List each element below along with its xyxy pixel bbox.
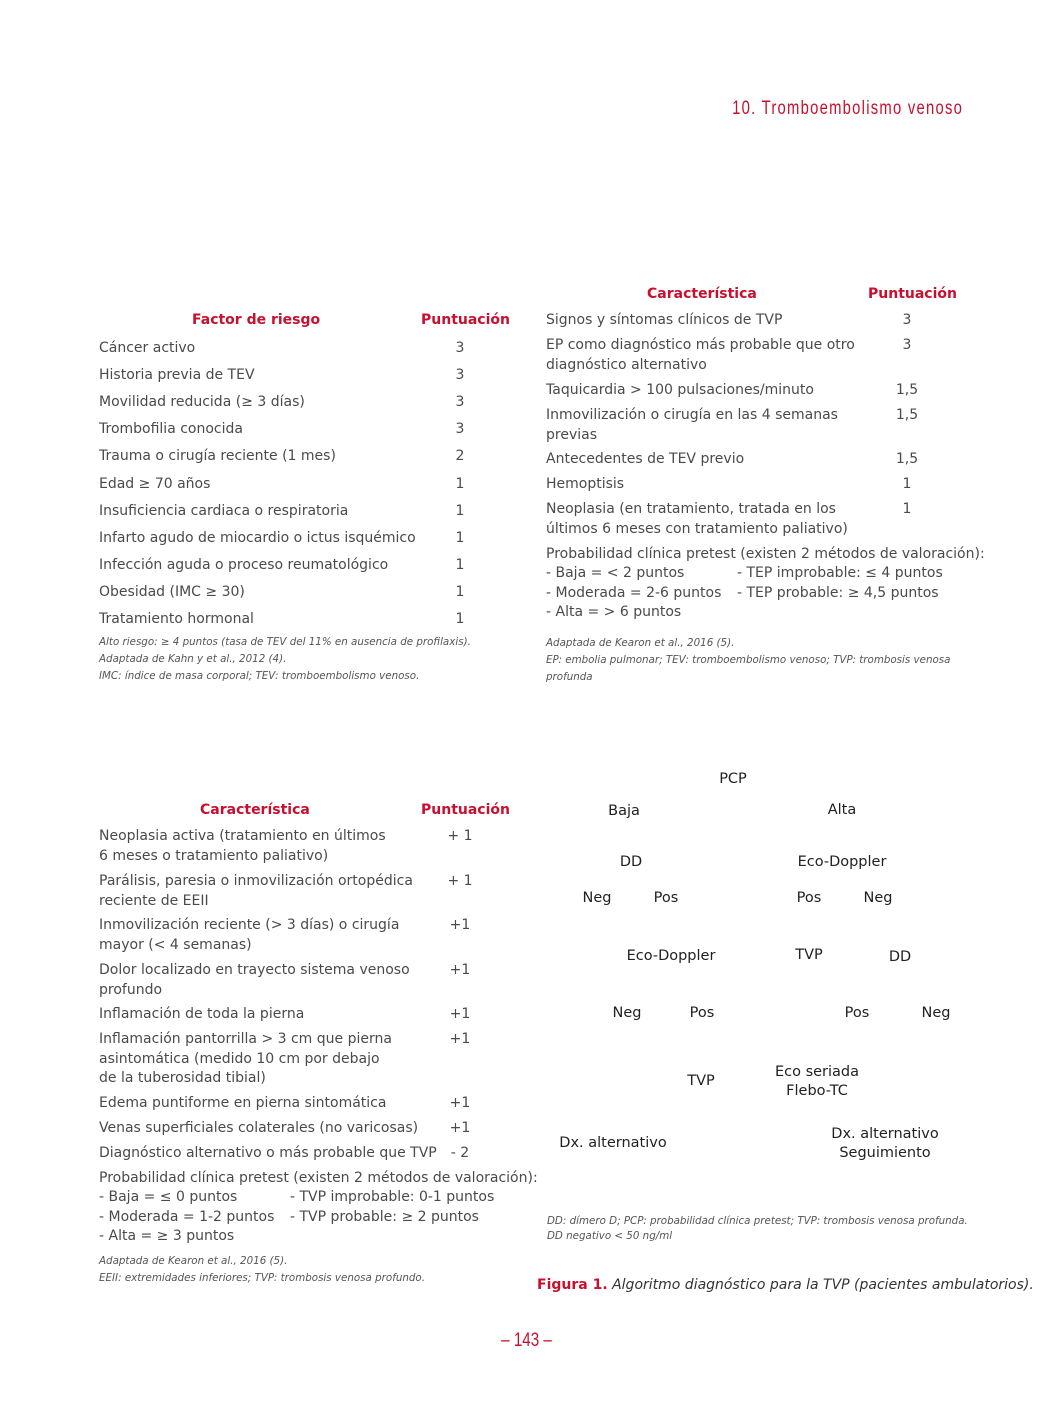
flowchart-node-neg2: Neg: [863, 890, 893, 906]
tep-unlikely: - TEP improbable: ≤ 4 puntos: [737, 565, 943, 581]
flowchart-node-seguimiento: Seguimiento: [839, 1145, 931, 1161]
table-row-label: Historia previa de TEV: [99, 367, 255, 383]
table-row-label: Edad ≥ 70 años: [99, 476, 211, 492]
column-header-characteristic: Característica: [647, 286, 757, 302]
table-row-label: Dolor localizado en trayecto sistema venoso: [99, 962, 410, 978]
table-note: Adaptada de Kearon et al., 2016 (5).: [99, 1255, 288, 1267]
table-row-score: 1: [455, 503, 465, 519]
table-row-score: +1: [449, 917, 471, 933]
table-row-label: Hemoptisis: [546, 476, 625, 492]
flowchart-note: DD negativo < 50 ng/ml: [547, 1230, 673, 1242]
table-row-label: Movilidad reducida (≥ 3 días): [99, 394, 305, 410]
tvp-unlikely: - TVP improbable: 0-1 puntos: [290, 1189, 495, 1205]
table-row-score: 3: [902, 337, 912, 353]
flowchart-node-dd2: DD: [888, 949, 912, 965]
table-row-score: 2: [455, 448, 465, 464]
table-note: profunda: [546, 671, 593, 683]
flowchart-node-neg3: Neg: [612, 1005, 642, 1021]
page-number: – 143 –: [501, 1330, 552, 1351]
table-row-score: 1: [902, 501, 912, 517]
table-note: IMC: índice de masa corporal; TEV: tromboembolismo venoso.: [99, 670, 420, 682]
table-row-label: Inmovilización reciente (> 3 días) o cirugía: [99, 917, 400, 933]
probability-title: Probabilidad clínica pretest (existen 2 métodos de valoración):: [546, 546, 985, 562]
table-row-label-cont: mayor (< 4 semanas): [99, 936, 252, 953]
table-row-label: Infarto agudo de miocardio o ictus isquémico: [99, 530, 416, 546]
table-row-label-cont: previas: [546, 426, 597, 443]
figure-caption: [537, 1277, 1034, 1293]
table-row-label: Inmovilización o cirugía en las 4 semanas: [546, 407, 838, 423]
flowchart-node-baja: Baja: [608, 803, 640, 819]
flowchart-node-alta: Alta: [827, 802, 857, 818]
table-row-label: Inflamación pantorrilla > 3 cm que pierna: [99, 1031, 392, 1047]
flowchart-node-neg1: Neg: [582, 890, 612, 906]
table-row-label: Parálisis, paresia o inmovilización ortopédica: [99, 873, 413, 889]
table-row-score: 1: [455, 476, 465, 492]
table-row-label-cont: últimos 6 meses con tratamiento paliativo): [546, 520, 848, 537]
table-row-label: Diagnóstico alternativo o más probable que TVP: [99, 1145, 437, 1161]
column-header-characteristic: Característica: [200, 802, 310, 818]
probability-high: - Alta = ≥ 3 puntos: [99, 1228, 235, 1244]
flowchart-node-pcp: PCP: [719, 771, 747, 787]
probability-low: - Baja = < 2 puntos: [546, 565, 685, 581]
flowchart-node-pos2: Pos: [796, 890, 822, 906]
tvp-likely: - TVP probable: ≥ 2 puntos: [290, 1209, 479, 1225]
probability-high: - Alta = > 6 puntos: [546, 604, 682, 620]
flowchart-node-pos3: Pos: [689, 1005, 715, 1021]
table-row-score: +1: [449, 962, 471, 978]
tep-likely: - TEP probable: ≥ 4,5 puntos: [737, 585, 939, 601]
flowchart-node-neg4: Neg: [921, 1005, 951, 1021]
probability-moderate: - Moderada = 1-2 puntos: [99, 1209, 275, 1225]
table-row-label: Infección aguda o proceso reumatológico: [99, 557, 389, 573]
table-row-label: Insuficiencia cardiaca o respiratoria: [99, 503, 349, 519]
table-row-label-cont: 6 meses o tratamiento paliativo): [99, 847, 329, 864]
table-note: EP: embolia pulmonar; TEV: tromboembolismo venoso; TVP: trombosis venosa: [546, 654, 951, 666]
table-row-label-cont: diagnóstico alternativo: [546, 356, 707, 373]
table-note: Adaptada de Kearon et al., 2016 (5).: [546, 637, 735, 649]
flowchart-node-pos4: Pos: [844, 1005, 870, 1021]
table-row-label: Edema puntiforme en pierna sintomática: [99, 1095, 387, 1111]
figure-caption-label: Figura 1.: [537, 1277, 608, 1293]
table-row-score: 1: [455, 530, 465, 546]
flowchart-node-pos1: Pos: [653, 890, 679, 906]
table-row-label: EP como diagnóstico más probable que otro: [546, 337, 855, 353]
table-row-label-cont: profundo: [99, 981, 163, 998]
table-row-score: +1: [449, 1095, 471, 1111]
table-row-label: Signos y síntomas clínicos de TVP: [546, 312, 783, 328]
table-row-score: - 2: [450, 1145, 470, 1161]
table-row-label-cont: asintomática (medido 10 cm por debajo: [99, 1050, 380, 1067]
table-row-score: 1: [455, 557, 465, 573]
table-row-score: 1: [902, 476, 912, 492]
flowchart-node-ecodoppler2: Eco-Doppler: [626, 948, 716, 964]
table-row-score: +1: [449, 1031, 471, 1047]
column-header-factor: Factor de riesgo: [192, 312, 321, 328]
table-row-label: Cáncer activo: [99, 340, 196, 356]
table-row-label: Tratamiento hormonal: [99, 611, 254, 627]
table-row-label: Trombofilia conocida: [99, 421, 243, 437]
table-row-label: Trauma o cirugía reciente (1 mes): [99, 448, 336, 464]
table-row-score: 3: [455, 394, 465, 410]
table-row-label: Venas superficiales colaterales (no varicosas): [99, 1120, 419, 1136]
table-row-score: 3: [455, 340, 465, 356]
table-note: Alto riesgo: ≥ 4 puntos (tasa de TEV del 11% en ausencia de profilaxis).: [99, 636, 471, 648]
table-row-label: Obesidad (IMC ≥ 30): [99, 584, 245, 600]
table-row-label: Inflamación de toda la pierna: [99, 1006, 305, 1022]
probability-title: Probabilidad clínica pretest (existen 2 métodos de valoración):: [99, 1170, 538, 1186]
table-row-score: + 1: [447, 828, 473, 844]
table-note: Adaptada de Kahn y et al., 2012 (4).: [99, 653, 287, 665]
probability-low: - Baja = ≤ 0 puntos: [99, 1189, 238, 1205]
figure-caption-text: Algoritmo diagnóstico para la TVP (pacientes ambulatorios).: [612, 1277, 1034, 1293]
table-row-score: +1: [449, 1006, 471, 1022]
table-row-label: Antecedentes de TEV previo: [546, 451, 745, 467]
table-note: EEII: extremidades inferiores; TVP: trombosis venosa profundo.: [99, 1272, 425, 1284]
flowchart-node-dd1: DD: [619, 854, 643, 870]
chapter-title: 10. Tromboembolismo venoso: [732, 98, 963, 119]
table-row-score: 1: [455, 584, 465, 600]
table-row-label: Neoplasia activa (tratamiento en últimos: [99, 828, 386, 844]
table-row-label: Neoplasia (en tratamiento, tratada en los: [546, 501, 836, 517]
flowchart-node-ecoseriada: Eco seriada: [774, 1064, 860, 1080]
flowchart-node-tvp2: TVP: [687, 1073, 715, 1089]
table-row-score: 3: [455, 367, 465, 383]
flowchart-node-flebotc: Flebo-TC: [786, 1083, 848, 1099]
table-row-label-cont: reciente de EEII: [99, 892, 209, 909]
flowchart-node-dxalt1: Dx. alternativo: [559, 1135, 667, 1151]
table-row-score: +1: [449, 1120, 471, 1136]
table-row-score: 1,5: [895, 451, 919, 467]
probability-moderate: - Moderada = 2-6 puntos: [546, 585, 722, 601]
table-row-score: + 1: [447, 873, 473, 889]
table-row-score: 3: [902, 312, 912, 328]
column-header-score: Puntuación: [421, 312, 510, 328]
flowchart-note: DD: dímero D; PCP: probabilidad clínica pretest; TVP: trombosis venosa profunda.: [547, 1215, 968, 1227]
table-row-score: 3: [455, 421, 465, 437]
table-row-label-cont: de la tuberosidad tibial): [99, 1070, 266, 1086]
flowchart-node-dxalt2: Dx. alternativo: [831, 1126, 939, 1142]
table-row-score: 1,5: [895, 407, 919, 423]
table-row-label: Taquicardia > 100 pulsaciones/minuto: [546, 382, 814, 398]
column-header-score: Puntuación: [868, 286, 957, 302]
table-row-score: 1: [455, 611, 465, 627]
table-row-score: 1,5: [895, 382, 919, 398]
column-header-score: Puntuación: [421, 802, 510, 818]
flowchart-node-tvp1: TVP: [795, 947, 823, 963]
flowchart-node-ecodoppler1: Eco-Doppler: [797, 854, 887, 870]
